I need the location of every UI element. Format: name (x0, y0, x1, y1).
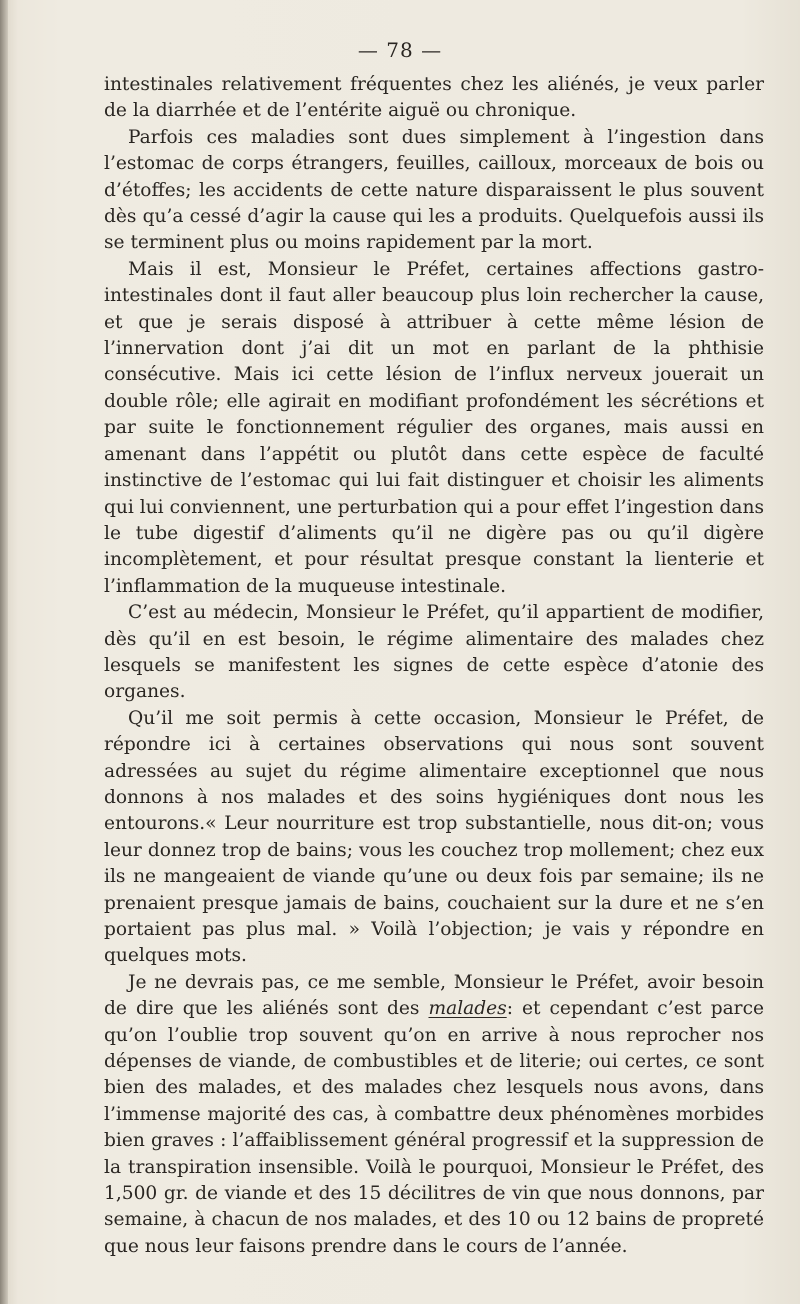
paragraph: Parfois ces maladies sont dues simplement à l’ingestion dans l’estomac de corps étrangers, feuilles, cailloux, morceaux de bois ou d’étoffes; les accidents de cette nature disparaissent le plus souvent dès qu’a cessé d’agir la cause qui les a produits. Quelquefois aussi ils se terminent plus ou moins rapidement par la mort. (104, 126, 764, 254)
page-number: — 78 — (357, 38, 443, 62)
paragraph: C’est au médecin, Monsieur le Préfet, qu’il appartient de modifier, dès qu’il en est besoin, le régime alimentaire des malades chez lesquels se manifestent les signes de cette espèce d’atonie des organes. (104, 602, 764, 703)
emphasized-word: malades (428, 998, 507, 1020)
paragraph: Mais il est, Monsieur le Préfet, certaines affections gastro-intestinales dont il faut aller beaucoup plus loin rechercher la cause, et que je serais disposé à attribuer à cette même lésion de l’innervation dont j’ai dit un mot en parlant de la phthisie consécutive. Mais ici cette lésion de l’influx nerveux jouerait un double rôle; elle agirait en modifiant profondément les sécrétions et par suite le fonctionnement régulier des organes, mais aussi en amenant dans l’appétit ou plutôt dans cette espèce de faculté instinctive de l’estomac qui lui fait distinguer et choisir les aliments qui lui conviennent, une perturbation qui a pour effet l’ingestion dans le tube digestif d’aliments qu’il ne digère pas ou qu’il digère incomplètement, et pour résultat presque constant la lienterie et l’inflammation de la muqueuse intestinale. (104, 258, 764, 597)
paragraph (104, 970, 764, 1260)
text-run: : et cependant c’est parce qu’on l’oublie trop souvent qu’on en arrive à nous reprocher nos dépenses de viande, de combustibles et de literie; oui certes, ce sont bien des malades, et des malades chez lesquels nous avons, dans l’immense majorité des cas, à combattre deux phénomènes morbides bien graves : l’affaiblissement général progressif et la suppression de la transpiration insensible. Voilà le pourquoi, Monsieur le Préfet, des 1,500 gr. de viande et des 15 décilitres de vin que nous donnons, par semaine, à chacun de nos malades, et des 10 ou 12 bains de propreté que nous leur faisons prendre dans le cours de l’année. (104, 998, 764, 1257)
body-text (104, 72, 764, 1260)
paragraph: Qu’il me soit permis à cette occasion, Monsieur le Préfet, de répondre ici à certaines observations qui nous sont souvent adressées au sujet du régime alimentaire exceptionnel que nous donnons à nos malades et des soins hygiéniques dont nous les entourons.« Leur nourriture est trop substantielle, nous dit-on; vous leur donnez trop de bains; vous les couchez trop mollement; chez eux ils ne mangeaient de viande qu’une ou deux fois par semaine; ils ne prenaient presque jamais de bains, couchaient sur la dure et ne s’en portaient pas plus mal. » Voilà l’objection; je vais y répondre en quelques mots. (104, 707, 764, 967)
binding-edge (0, 0, 8, 1304)
text-run: Je ne devrais pas, ce me semble, Monsieur le Préfet, avoir besoin de dire que les aliénés sont des (104, 971, 764, 1020)
paragraph: intestinales relativement fréquentes chez les aliénés, je veux parler de la diarrhée et de l’entérite aiguë ou chronique. (104, 74, 764, 122)
